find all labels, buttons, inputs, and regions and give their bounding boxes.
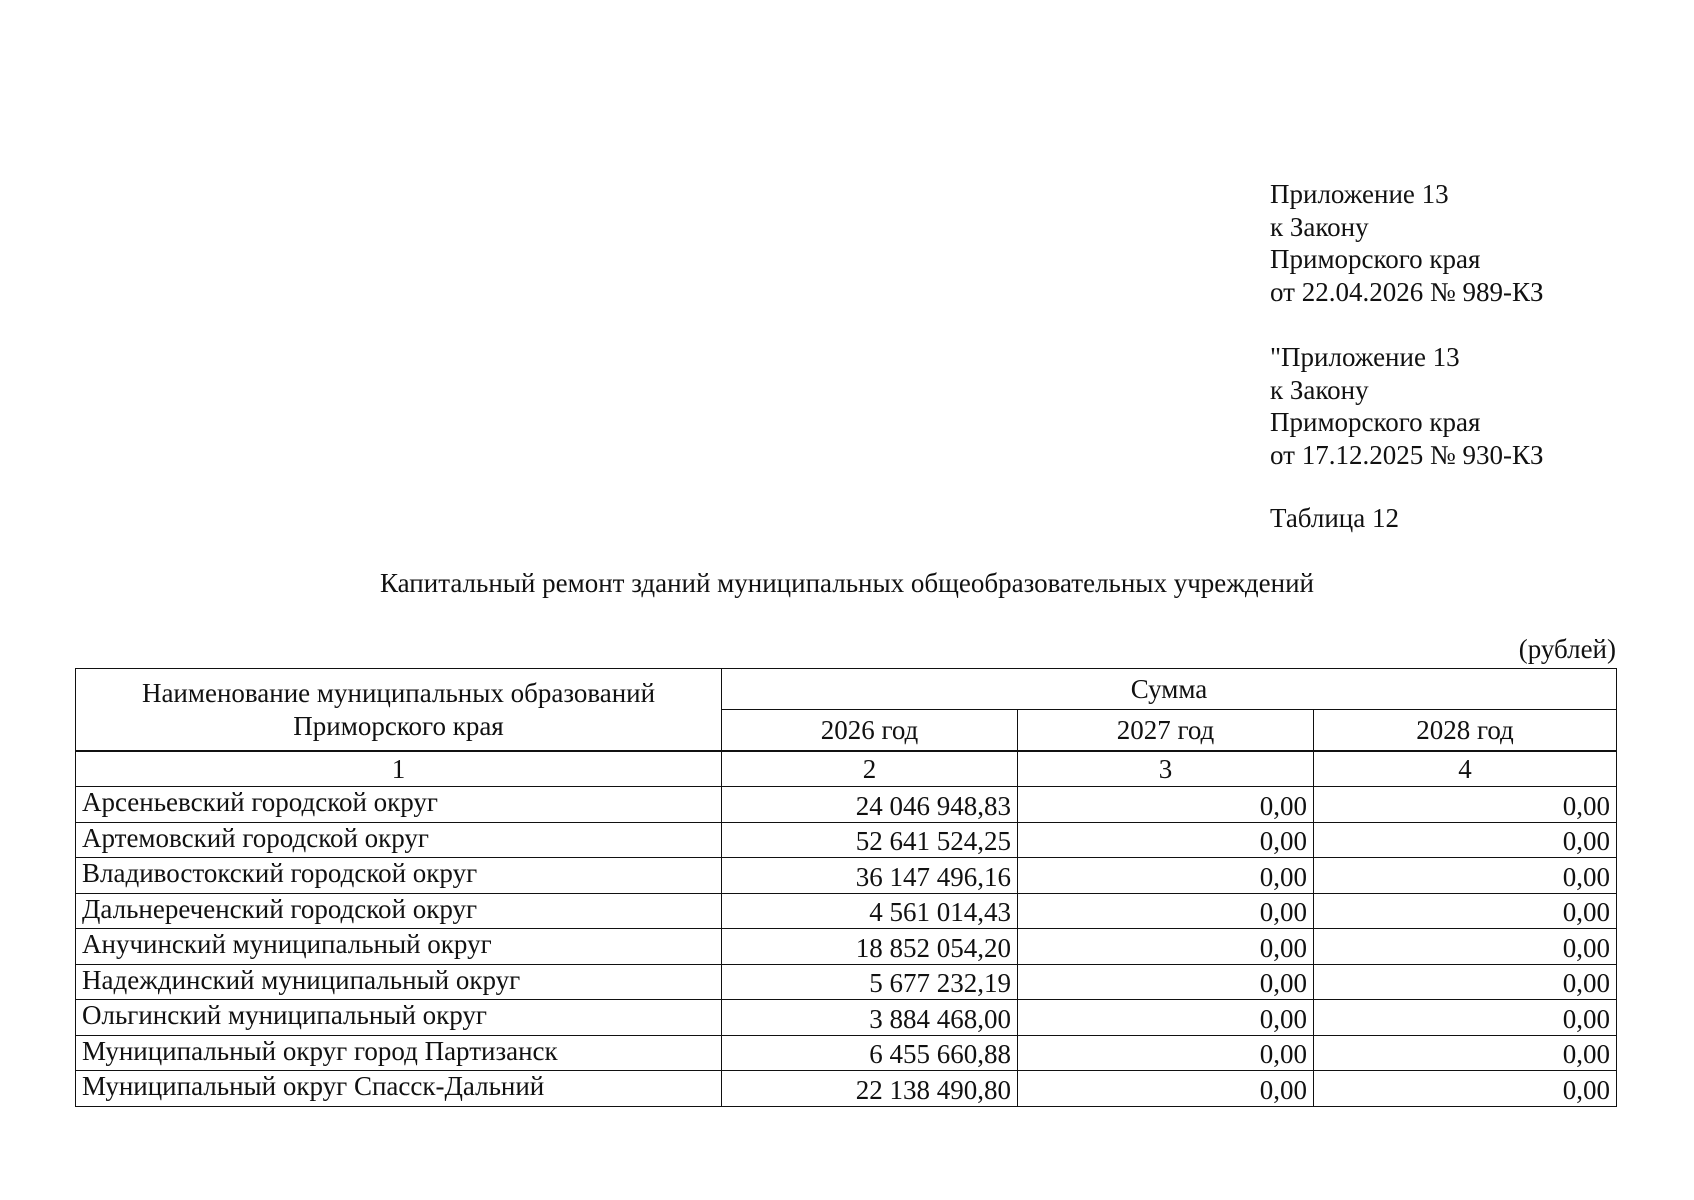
amount-2026-cell: 6 455 660,88: [722, 1035, 1018, 1071]
amount-2026-cell: 3 884 468,00: [722, 1000, 1018, 1036]
amount-2027-cell: 0,00: [1018, 1000, 1314, 1036]
appendix-line: от 22.04.2026 № 989-КЗ: [1270, 276, 1544, 307]
table-row: [76, 1000, 1617, 1036]
column-number: 3: [1018, 751, 1314, 787]
quoted-appendix-reference: [1270, 341, 1543, 471]
units-note: (рублей): [1518, 634, 1616, 664]
quoted-appendix-line: "Приложение 13: [1270, 342, 1460, 372]
amount-2026-cell: 36 147 496,16: [722, 858, 1018, 894]
amount-2028-cell: 0,00: [1314, 1035, 1617, 1071]
municipality-name-cell: Владивостокский городской округ: [76, 858, 722, 894]
budget-table: [75, 668, 1617, 1107]
header-sum-cell: Сумма: [722, 669, 1617, 710]
amount-2028-cell: 0,00: [1314, 929, 1617, 965]
municipality-name-cell: Ольгинский муниципальный округ: [76, 1000, 722, 1036]
header-year-2028: 2028 год: [1314, 710, 1617, 752]
municipality-name-cell: Муниципальный округ Спасск-Дальний: [76, 1071, 722, 1107]
amount-2027-cell: 0,00: [1018, 787, 1314, 823]
document-title: Капитальный ремонт зданий муниципальных общеобразовательных учреждений: [380, 568, 1314, 598]
amount-2026-cell: 4 561 014,43: [722, 893, 1018, 929]
amount-2027-cell: 0,00: [1018, 1071, 1314, 1107]
table-row: [76, 929, 1617, 965]
amount-2026-cell: 52 641 524,25: [722, 822, 1018, 858]
amount-2027-cell: 0,00: [1018, 858, 1314, 894]
municipality-name-cell: Муниципальный округ город Партизанск: [76, 1035, 722, 1071]
municipality-name-cell: Артемовский городской округ: [76, 822, 722, 858]
amount-2026-cell: 5 677 232,19: [722, 964, 1018, 1000]
table-row: [76, 1035, 1617, 1071]
amount-2028-cell: 0,00: [1314, 787, 1617, 823]
municipality-name-cell: Арсеньевский городской округ: [76, 787, 722, 823]
header-name-cell: [76, 669, 722, 752]
amount-2027-cell: 0,00: [1018, 822, 1314, 858]
table-row: [76, 787, 1617, 823]
table-row: [76, 893, 1617, 929]
amount-2027-cell: 0,00: [1018, 964, 1314, 1000]
column-number: 2: [722, 751, 1018, 787]
municipality-name-cell: Анучинский муниципальный округ: [76, 929, 722, 965]
appendix-line: Приморского края: [1270, 244, 1481, 274]
header-year-2026: 2026 год: [722, 710, 1018, 752]
amount-2028-cell: 0,00: [1314, 822, 1617, 858]
amount-2026-cell: 24 046 948,83: [722, 787, 1018, 823]
column-number: 1: [76, 751, 722, 787]
quoted-appendix-line: Приморского края: [1270, 407, 1481, 437]
column-number-row: [76, 751, 1617, 787]
amount-2026-cell: 22 138 490,80: [722, 1071, 1018, 1107]
quoted-appendix-line: от 17.12.2025 № 930-КЗ: [1270, 439, 1544, 470]
amount-2027-cell: 0,00: [1018, 893, 1314, 929]
table-row: [76, 964, 1617, 1000]
header-name-line1: Наименование муниципальных образований: [141, 678, 656, 708]
amount-2027-cell: 0,00: [1018, 1035, 1314, 1071]
header-year-2027: 2027 год: [1018, 710, 1314, 752]
appendix-line: Приложение 13: [1270, 179, 1449, 209]
amount-2028-cell: 0,00: [1314, 893, 1617, 929]
header-name-line2: Приморского края: [293, 711, 504, 741]
appendix-line: к Закону: [1270, 211, 1369, 242]
column-number: 4: [1314, 751, 1617, 787]
municipality-name-cell: Надеждинский муниципальный округ: [76, 964, 722, 1000]
amount-2028-cell: 0,00: [1314, 1071, 1617, 1107]
amount-2028-cell: 0,00: [1314, 964, 1617, 1000]
amount-2028-cell: 0,00: [1314, 858, 1617, 894]
municipality-name-cell: Дальнереченский городской округ: [76, 893, 722, 929]
table-row: [76, 1071, 1617, 1107]
table-row: [76, 822, 1617, 858]
header-row: [76, 669, 1617, 710]
amount-2026-cell: 18 852 054,20: [722, 929, 1018, 965]
amount-2027-cell: 0,00: [1018, 929, 1314, 965]
appendix-reference: [1270, 178, 1543, 308]
amount-2028-cell: 0,00: [1314, 1000, 1617, 1036]
quoted-appendix-line: к Закону: [1270, 374, 1369, 405]
table-row: [76, 858, 1617, 894]
table-number: Таблица 12: [1270, 503, 1399, 533]
